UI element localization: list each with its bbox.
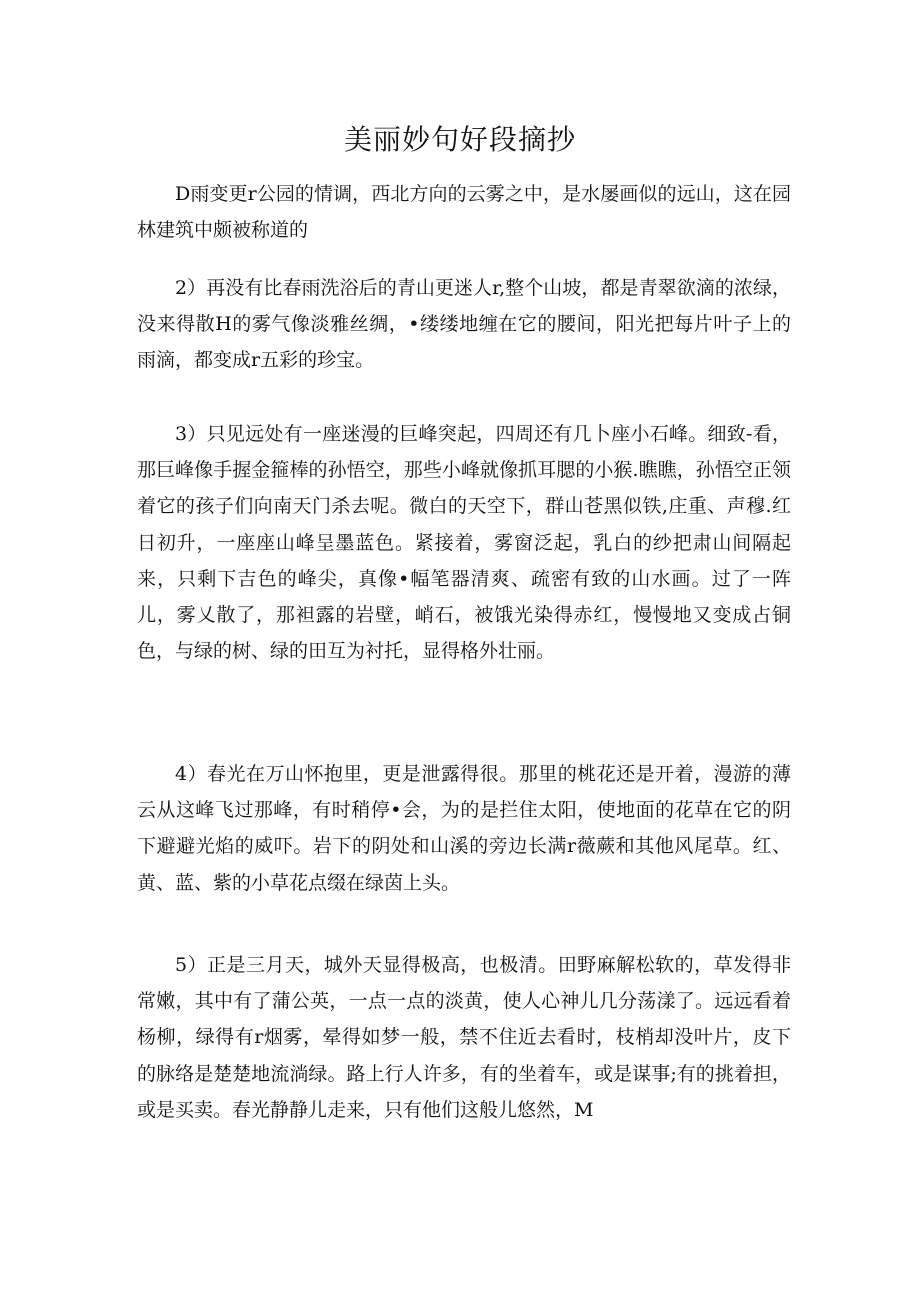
paragraph-4: 4）春光在万山怀抱里，更是泄露得很。那里的桃花还是开着，漫游的薄云从这峰飞过那峰，有时稍停•会，为的是拦住太阳，使地面的花草在它的阴下避避光焰的威吓。岩下的阴处和山溪的旁边长满r薇蕨和其他风尾草。红、黄、蓝、紫的小草花点缀在绿茵上头。 [137, 763, 791, 894]
paragraph-1: D雨变更r公园的情调，西北方向的云雾之中，是水屡画似的远山，这在园林建筑中颇被称道的 [137, 183, 791, 242]
page-title: 美丽妙句好段摘抄 [343, 123, 576, 156]
paragraph-3: 3）只见远处有一座迷漫的巨峰突起，四周还有几卜座小石峰。细致-看，那巨峰像手握金箍棒的孙悟空，那些小峰就像抓耳腮的小猴.瞧瞧，孙悟空正领着它的孩子们向南天门杀去呢。微白的天空下，群山苍黑似铁,庄重、声穆.红日初升，一座座山峰呈墨蓝色。紧接着，雾窗泛起，乳白的纱把肃山间隔起来，只剩下吉色的峰尖，真像•幅笔器清爽、疏密有致的山水画。过了一阵儿，雾乂散了，那袒露的岩壁，峭石，被饿光染得赤红，慢慢地又变成占铜色，与绿的树、绿的田互为衬托，显得格外壮丽。 [137, 423, 791, 663]
paragraph-5: 5）正是三月天，城外天显得极高，也极清。田野麻解松软的，草发得非常嫩，其中有了蒲公英，一点一点的淡黄，使人心神儿几分荡漾了。远远看着杨柳，绿得有r烟雾，晕得如梦一般，禁不住近去看时，枝梢却没叶片，皮下的脉络是楚楚地流淌绿。路上行人许多，有的坐着车，或是谋事;有的挑着担，或是买卖。春光静静儿走来，只有他们这般儿悠然，M [137, 954, 791, 1121]
paragraph-2: 2）再没有比春雨洗浴后的青山更迷人r,整个山坡，都是青翠欲滴的浓绿，没来得散H的雾气像淡雅丝绸，•缕缕地缠在它的腰间，阳光把每片叶子上的雨滴，都变成r五彩的珍宝。 [137, 277, 791, 372]
